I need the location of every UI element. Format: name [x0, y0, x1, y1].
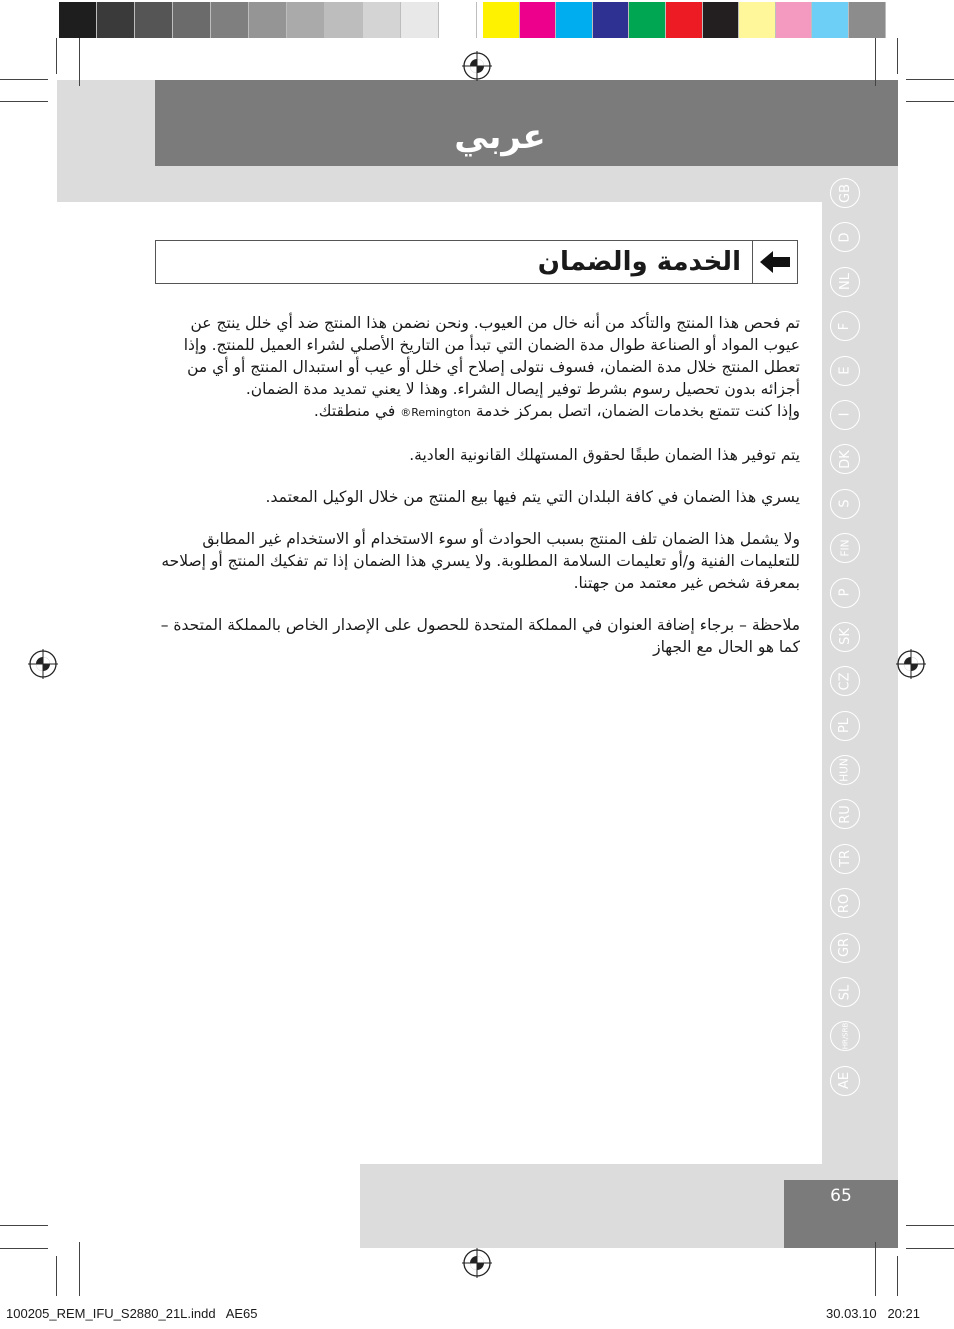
- print-date-slug: 30.03.10 20:21: [826, 1306, 920, 1321]
- crop-mark: [875, 38, 876, 86]
- section-heading: الخدمة والضمان: [537, 247, 741, 277]
- paragraph-consumer-rights: يتم توفير هذا الضمان طبقًا لحقوق المستهلك القانونية العادية.: [409, 446, 800, 464]
- color-swatch: [666, 2, 703, 38]
- color-swatch: [556, 2, 593, 38]
- section-heading-box: [155, 240, 798, 284]
- crop-mark: [906, 79, 954, 80]
- language-tab-pl: PL: [830, 711, 860, 741]
- print-file-slug: 100205_REM_IFU_S2880_21L.indd AE65: [6, 1306, 258, 1321]
- gray-swatch: [363, 2, 401, 38]
- language-tab-ru: RU: [830, 799, 860, 829]
- registration-mark-icon: [462, 1248, 492, 1278]
- gray-swatch: [211, 2, 249, 38]
- crop-mark: [906, 1248, 954, 1249]
- crop-mark: [56, 1256, 57, 1296]
- paragraph-countries: يسري هذا الضمان في كافة البلدان التي يتم فيها بيع المنتج من خلال الوكيل المعتمد.: [265, 488, 800, 506]
- color-swatch: [849, 2, 886, 38]
- language-tab-d: D: [830, 222, 860, 252]
- crop-mark: [906, 1225, 954, 1226]
- registration-mark-icon: [462, 51, 492, 81]
- crop-mark: [0, 1225, 48, 1226]
- crop-mark: [0, 79, 48, 80]
- registration-mark-icon: [28, 649, 58, 679]
- language-tab-fin: FIN: [830, 533, 860, 563]
- warranty-text: [150, 312, 800, 678]
- crop-mark: [79, 38, 80, 86]
- paragraph-note: ملاحظة – برجاء إضافة العنوان في المملكة المتحدة للحصول على الإصدار الخاص بالمملكة المتحدة – كما هو الحال مع الجهاز: [160, 616, 800, 656]
- gray-swatch: [135, 2, 173, 38]
- arrow-left-icon: [752, 241, 797, 283]
- language-tab-nl: NL: [830, 267, 860, 297]
- language-tab-sk: SK: [830, 622, 860, 652]
- color-swatch: [776, 2, 813, 38]
- crop-mark: [875, 1242, 876, 1296]
- language-tab-p: P: [830, 578, 860, 608]
- color-swatch: [703, 2, 740, 38]
- gray-swatch: [439, 2, 477, 38]
- gray-swatch: [59, 2, 97, 38]
- language-tab-dk: DK: [830, 444, 860, 474]
- color-swatch: [483, 2, 520, 38]
- brand-name: Remington®: [400, 406, 471, 419]
- language-tab-i: I: [830, 400, 860, 430]
- color-swatch: [812, 2, 849, 38]
- gray-swatch: [287, 2, 325, 38]
- language-tab-hun: HUN: [830, 755, 860, 785]
- language-tab-sl: SL: [830, 977, 860, 1007]
- language-tab-ro: RO: [830, 888, 860, 918]
- page-number: 65: [830, 1186, 852, 1206]
- language-tab-gb: GB: [830, 178, 860, 208]
- language-tab-hr-srb: HR/SRB: [830, 1021, 860, 1051]
- language-title: عربي: [454, 117, 546, 157]
- color-swatch: [629, 2, 666, 38]
- paragraph-exclusions: ولا يشمل هذا الضمان تلف المنتج بسبب الحوادث أو سوء الاستخدام أو الاستخدام غير المطابق للتعليمات الفنية و/أو تعليمات السلامة المطلوبة. ولا يسري هذا الضمان إذا تم تفكيك المنتج أو إصلاحه بمعرفة شخص غير معتمد من جهتنا.: [161, 530, 800, 592]
- language-tab-cz: CZ: [830, 666, 860, 696]
- gray-swatch: [173, 2, 211, 38]
- color-swatch: [593, 2, 630, 38]
- crop-mark: [56, 38, 57, 74]
- paragraph-service: وإذا كنت تتمتع بخدمات الضمان، اتصل بمركز خدمة Remington® في منطقتك.: [313, 402, 800, 420]
- color-calibration-bars: [59, 2, 886, 38]
- crop-mark: [897, 38, 898, 74]
- crop-mark: [79, 1242, 80, 1296]
- language-tab-gr: GR: [830, 933, 860, 963]
- gray-swatch: [97, 2, 135, 38]
- gray-swatch: [249, 2, 287, 38]
- language-tab-s: S: [830, 489, 860, 519]
- language-tab-e: E: [830, 356, 860, 386]
- gray-swatch: [401, 2, 439, 38]
- language-tab-tr: TR: [830, 844, 860, 874]
- language-tab-f: F: [830, 311, 860, 341]
- language-index: [830, 178, 864, 1110]
- crop-mark: [0, 1248, 48, 1249]
- registration-mark-icon: [896, 649, 926, 679]
- language-tab-ae: AE: [830, 1066, 860, 1096]
- header-lower-band: [155, 166, 898, 202]
- gray-swatch: [325, 2, 363, 38]
- crop-mark: [906, 101, 954, 102]
- crop-mark: [0, 101, 48, 102]
- color-swatch: [739, 2, 776, 38]
- crop-mark: [897, 1256, 898, 1296]
- color-swatch: [520, 2, 557, 38]
- paragraph-warranty: تم فحص هذا المنتج والتأكد من أنه خال من العيوب. ونحن نضمن هذا المنتج ضد أي خلل ينتج عن عيوب المواد أو الصناعة طوال مدة الضمان التي تبدأ من التاريخ الأصلي لشراء العميل للمنتج. وإذا تعطل المنتج خلال مدة الضمان، فسوف نتولى إصلاح أي خلل أو عيب أو استبدال المنتج أو أي من أجزائه بدون تحصيل رسوم بشرط توفير إيصال الشراء. وهذا لا يعني تمديد مدة الضمان.: [183, 314, 800, 398]
- frame-left-panel: [57, 80, 155, 202]
